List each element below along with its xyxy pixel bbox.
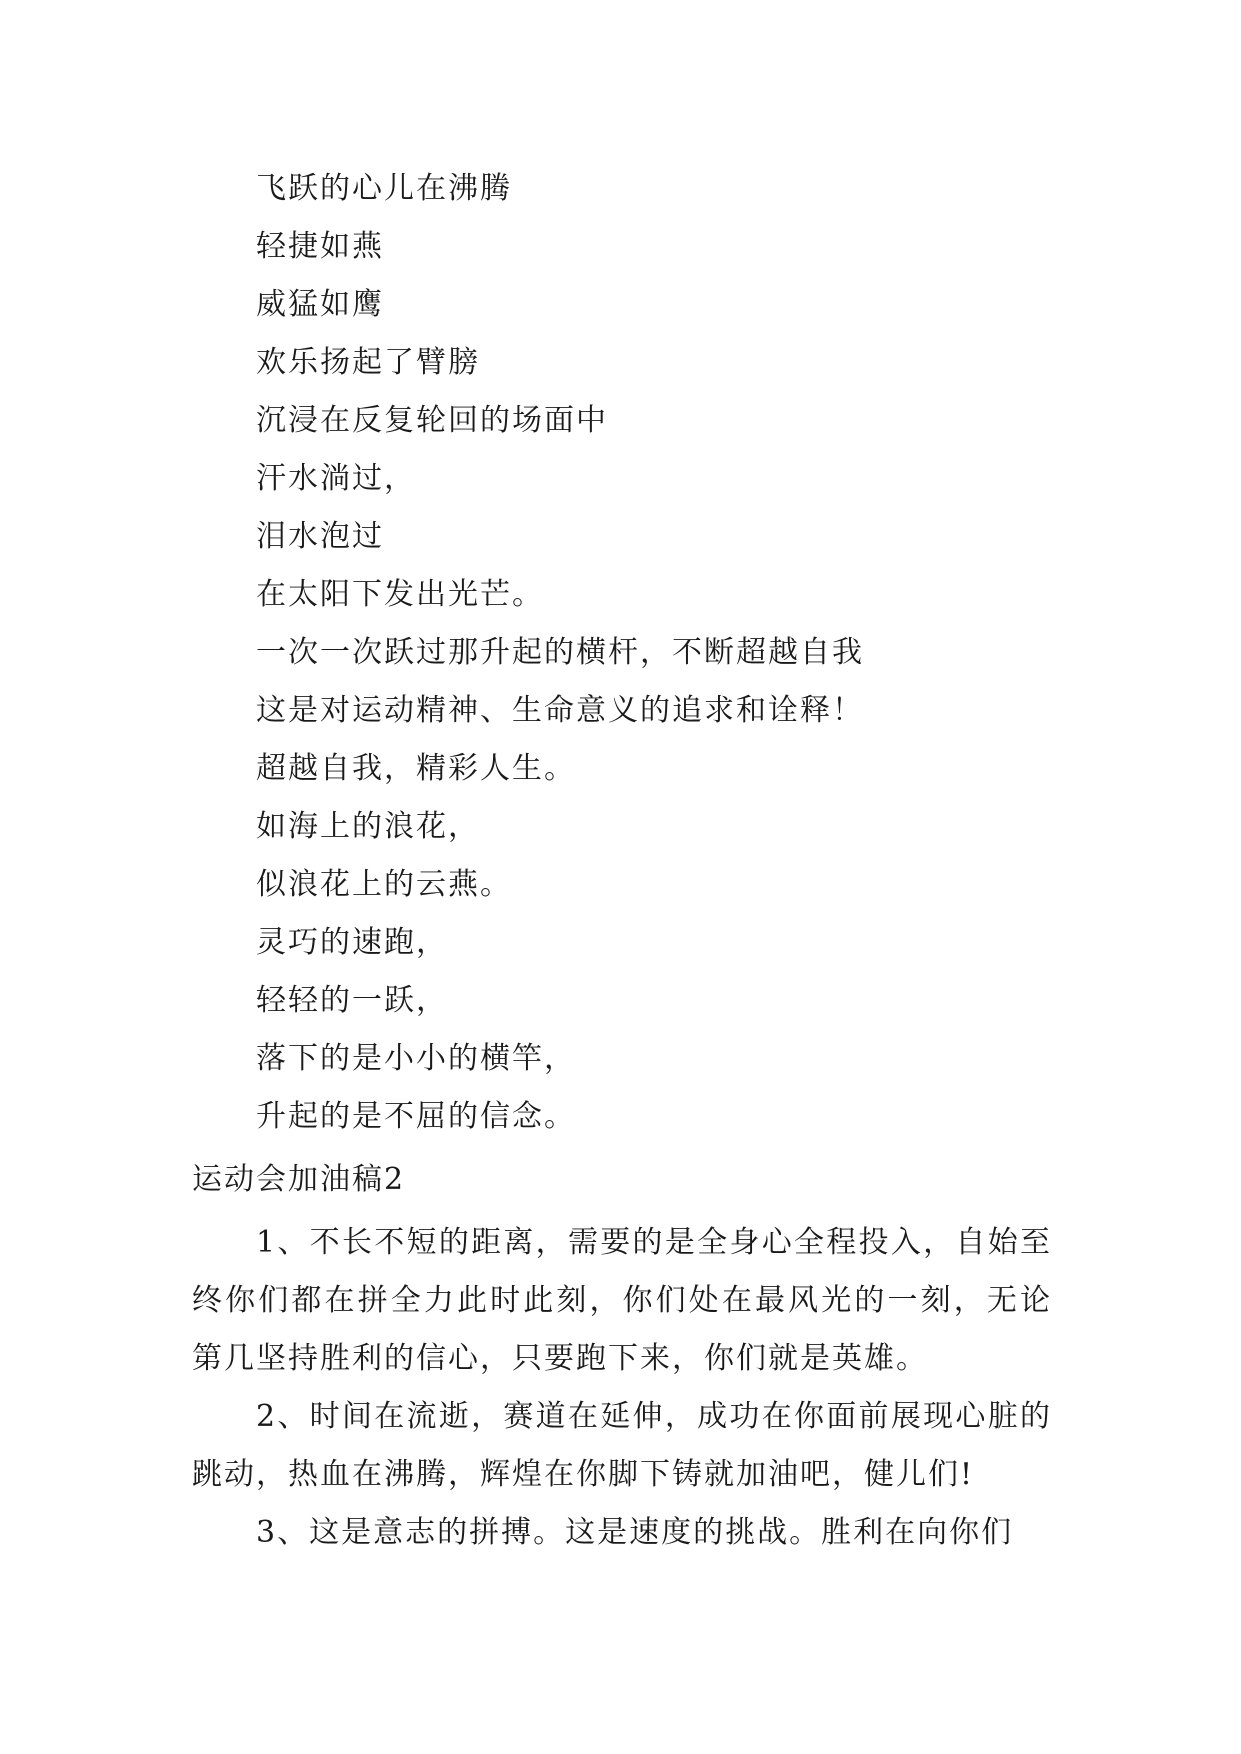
- poem-block: [256, 160, 1156, 1146]
- poem-line: 沉浸在反复轮回的场面中: [256, 403, 608, 438]
- poem-line: 升起的是不屈的信念。: [256, 1099, 576, 1134]
- poem-line: 这是对运动精神、生命意义的追求和诠释！: [256, 693, 864, 728]
- poem-line: 轻捷如燕: [256, 229, 384, 264]
- paragraph: 1、不长不短的距离，需要的是全身心全程投入，自始至终你们都在拼全力此时此刻，你们处在最风光的一刻，无论第几坚持胜利的信心，只要跑下来，你们就是英雄。: [192, 1225, 1052, 1376]
- poem-line: 如海上的浪花，: [256, 809, 480, 844]
- prose-block: [192, 1214, 1052, 1562]
- poem-line: 欢乐扬起了臂膀: [256, 345, 480, 380]
- poem-line: 在太阳下发出光芒。: [256, 577, 544, 612]
- poem-line: 落下的是小小的横竿，: [256, 1041, 576, 1076]
- section-title: 运动会加油稿2: [192, 1162, 406, 1197]
- poem-line: 泪水泡过: [256, 519, 384, 554]
- poem-line: 威猛如鹰: [256, 287, 384, 322]
- poem-line: 似浪花上的云燕。: [256, 867, 512, 902]
- paragraph: 2、时间在流逝，赛道在延伸，成功在你面前展现心脏的跳动，热血在沸腾，辉煌在你脚下铸就加油吧，健儿们!: [192, 1399, 1052, 1492]
- poem-line: 汗水淌过，: [256, 461, 416, 496]
- paragraph: 3、这是意志的拼搏。这是速度的挑战。胜利在向你们: [256, 1515, 1014, 1550]
- poem-line: 一次一次跃过那升起的横杆，不断超越自我: [256, 635, 864, 670]
- poem-line: 轻轻的一跃，: [256, 983, 448, 1018]
- poem-line: 飞跃的心儿在沸腾: [256, 171, 512, 206]
- poem-line: 灵巧的速跑，: [256, 925, 448, 960]
- poem-line: 超越自我，精彩人生。: [256, 751, 576, 786]
